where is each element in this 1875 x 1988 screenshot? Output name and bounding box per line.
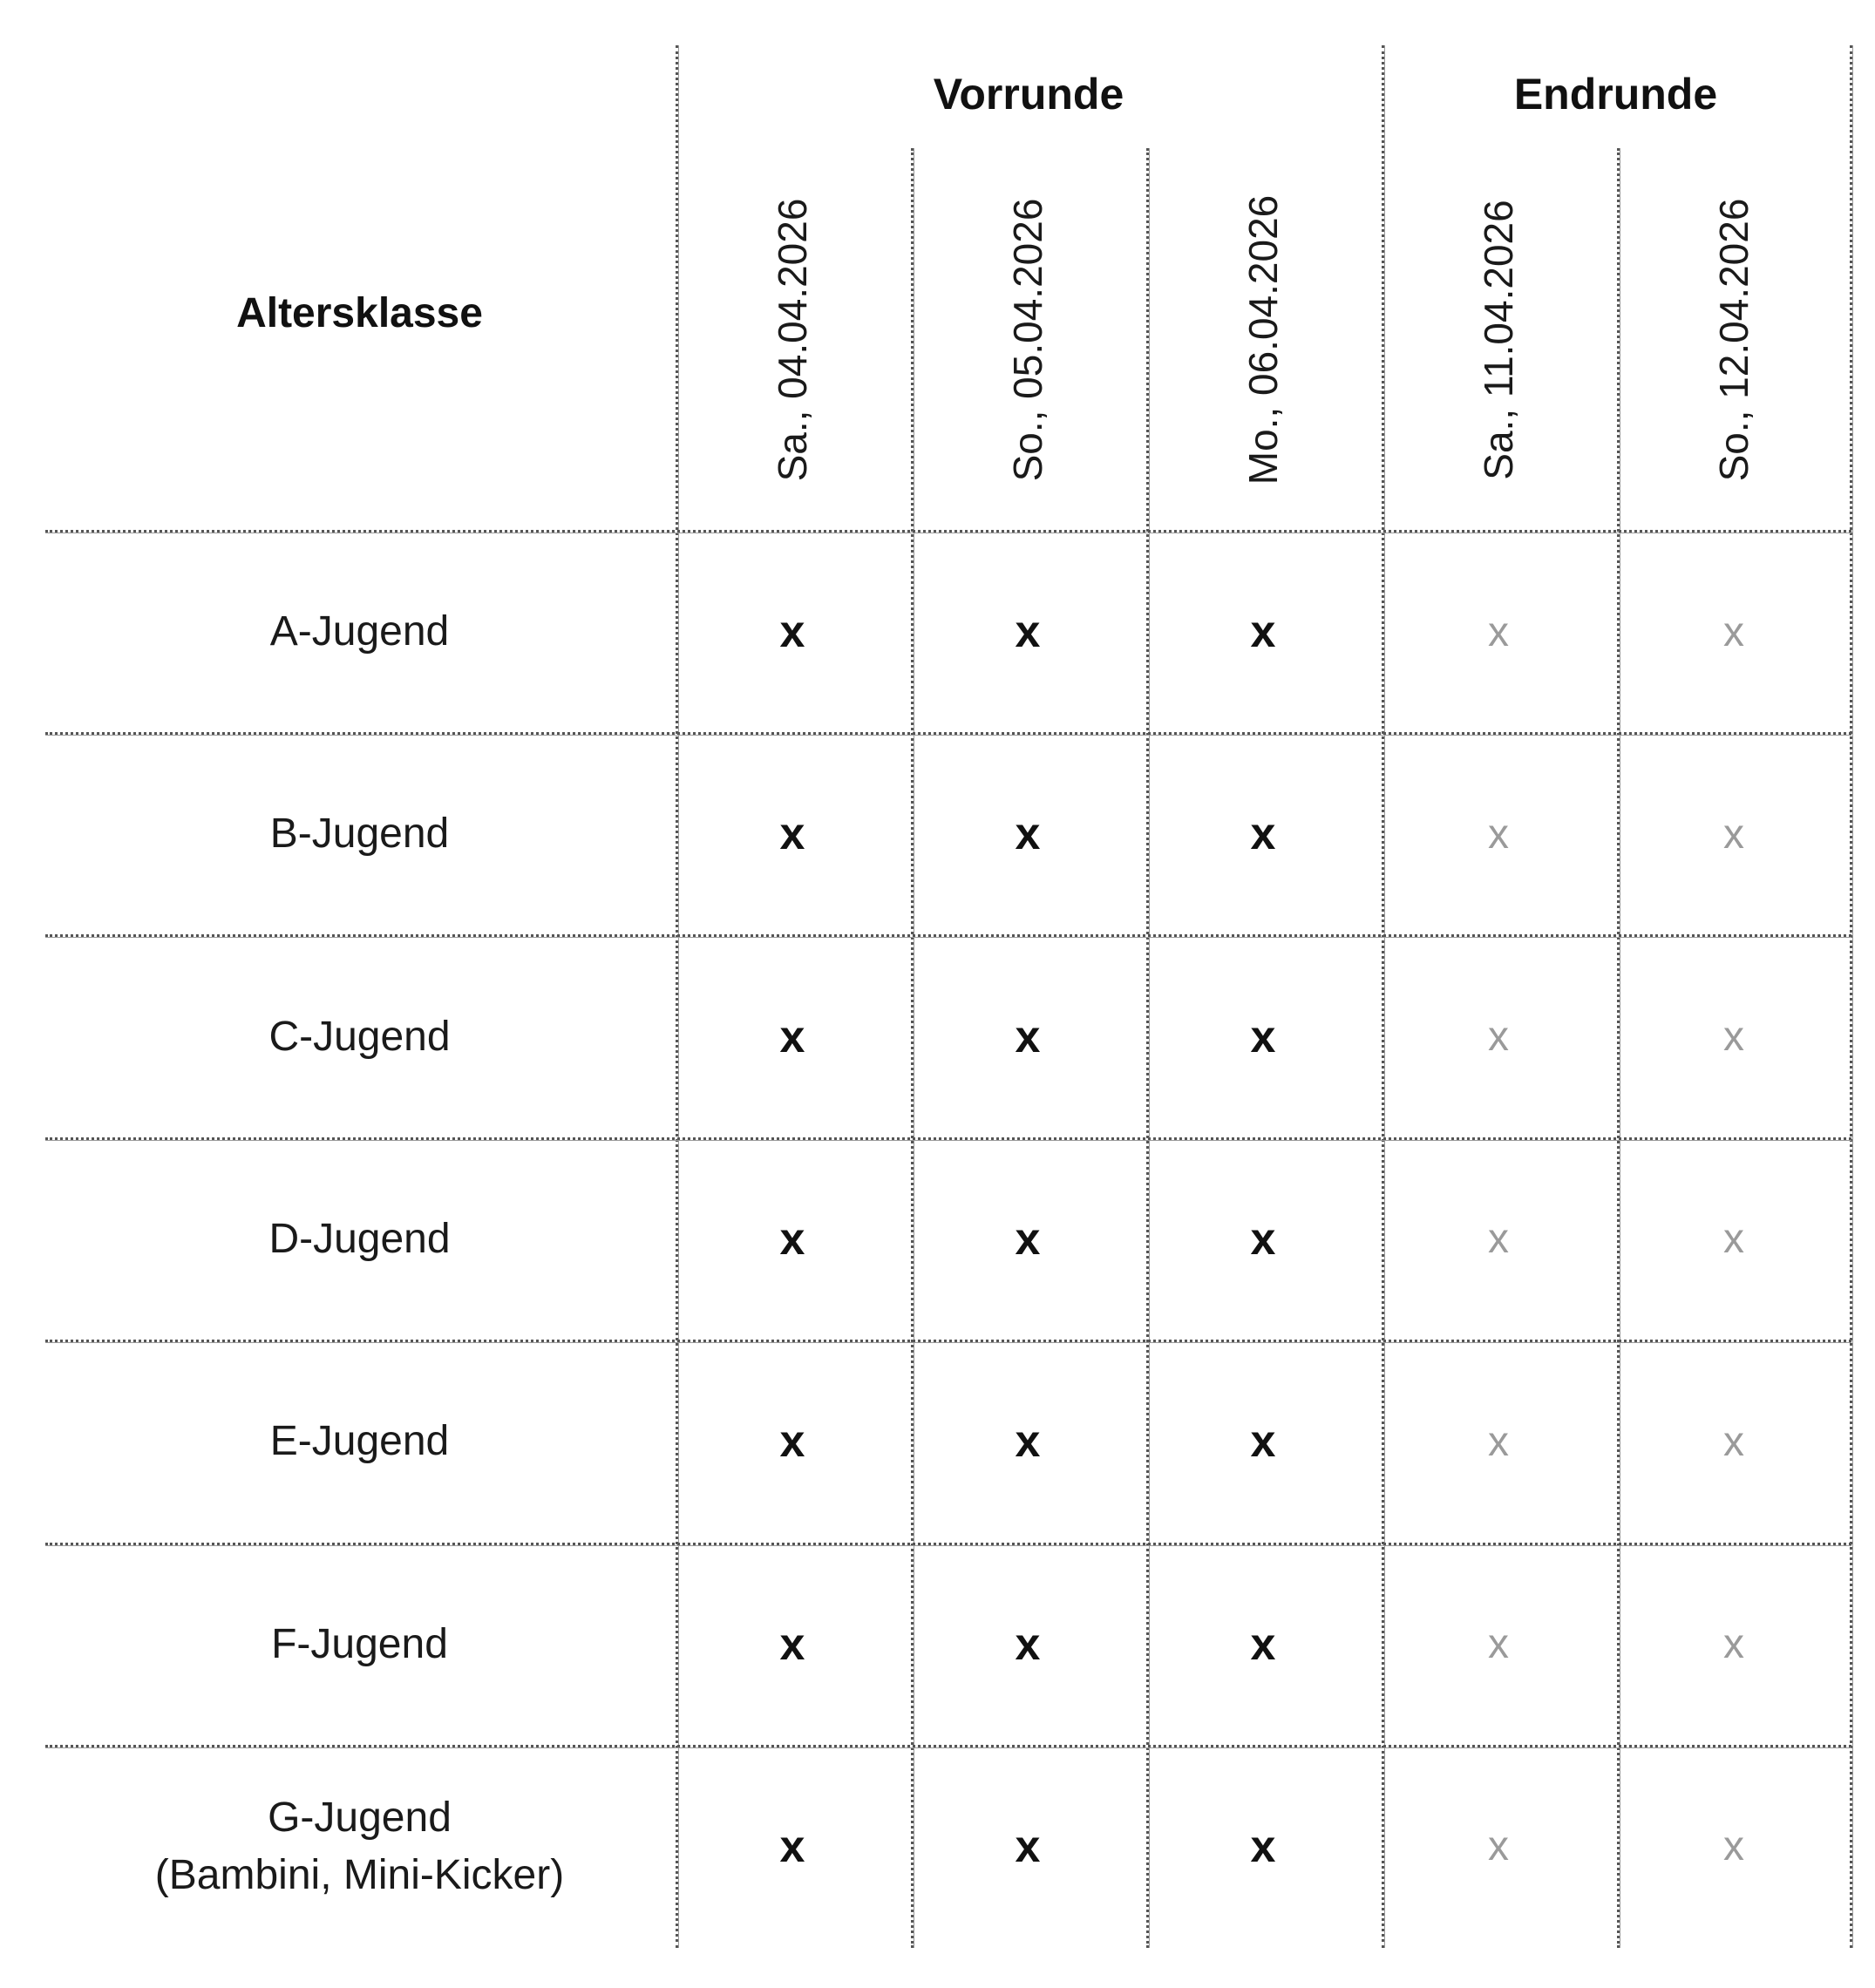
schedule-mark-cell [911, 1340, 1145, 1543]
table-row [0, 936, 1875, 1138]
date-header-5 [1617, 148, 1851, 532]
schedule-mark-cell [1382, 1138, 1615, 1340]
grid-vertical-6 [1850, 45, 1852, 1948]
age-class-label [44, 1138, 676, 1340]
cross-mark: x [1250, 1011, 1276, 1062]
cross-mark: x [1488, 1014, 1509, 1061]
age-class-name: E-Jugend [269, 1418, 450, 1465]
cross-mark: x [1250, 809, 1276, 860]
age-class-label [44, 531, 676, 733]
grid-horizontal-5 [45, 1340, 1851, 1342]
grid-vertical-3 [1146, 148, 1149, 1948]
cross-mark: x [1015, 809, 1041, 860]
grid-horizontal-2 [45, 732, 1851, 735]
schedule-mark-cell [1617, 1544, 1851, 1746]
schedule-mark-cell [1382, 531, 1615, 733]
schedule-mark-cell [911, 531, 1145, 733]
age-class-name: B-Jugend [269, 811, 450, 858]
table-row [0, 1746, 1875, 1948]
schedule-mark-cell [1146, 733, 1380, 935]
schedule-mark-cell [676, 1746, 909, 1948]
date-header-1 [676, 148, 909, 532]
cross-mark: x [779, 1618, 805, 1670]
cross-mark: x [1488, 1216, 1509, 1263]
age-class-label [44, 1340, 676, 1543]
table-row [0, 531, 1875, 733]
schedule-mark-cell [1382, 1544, 1615, 1746]
cross-mark: x [1723, 1014, 1744, 1061]
date-header-3 [1146, 148, 1380, 532]
date-label: Sa., 04.04.2026 [770, 198, 815, 482]
schedule-mark-cell [1617, 1340, 1851, 1543]
schedule-mark-cell [676, 733, 909, 935]
cross-mark: x [1250, 1416, 1276, 1468]
grid-horizontal-3 [45, 934, 1851, 937]
date-header-4 [1382, 148, 1615, 532]
age-class-name: F-Jugend [271, 1620, 448, 1667]
table-row [0, 1544, 1875, 1746]
schedule-mark-cell [1146, 1544, 1380, 1746]
schedule-mark-cell [1146, 1138, 1380, 1340]
cross-mark: x [779, 607, 805, 657]
group-title-vorrunde: Vorrunde [933, 70, 1124, 119]
schedule-mark-cell [1146, 1340, 1380, 1543]
table-row [0, 1138, 1875, 1340]
schedule-mark-cell [1617, 733, 1851, 935]
table-row [0, 1340, 1875, 1543]
schedule-mark-cell [1617, 1746, 1851, 1948]
schedule-mark-cell [911, 733, 1145, 935]
cross-mark: x [1488, 608, 1509, 655]
cross-mark: x [1723, 1823, 1744, 1870]
cross-mark: x [1488, 1418, 1509, 1465]
column-title-altersklasse: Altersklasse [236, 290, 483, 336]
schedule-mark-cell [911, 1544, 1145, 1746]
schedule-mark-cell [676, 1340, 909, 1543]
schedule-mark-cell [676, 1138, 909, 1340]
schedule-mark-cell [911, 936, 1145, 1138]
age-class-name: G-Jugend [268, 1794, 452, 1841]
schedule-mark-cell [911, 1138, 1145, 1340]
table-row [0, 733, 1875, 935]
age-class-label [44, 936, 676, 1138]
cross-mark: x [1015, 1011, 1041, 1062]
cross-mark: x [779, 1416, 805, 1468]
date-label: Mo., 06.04.2026 [1240, 194, 1286, 485]
cross-mark: x [1488, 811, 1509, 858]
grid-vertical-5 [1617, 148, 1620, 1948]
cross-mark: x [779, 1011, 805, 1062]
age-class-name: D-Jugend [268, 1215, 451, 1262]
cross-mark: x [1723, 608, 1744, 655]
cross-mark: x [1015, 1416, 1041, 1468]
cross-mark: x [1015, 1213, 1041, 1265]
cross-mark: x [1488, 1823, 1509, 1870]
schedule-mark-cell [1382, 936, 1615, 1138]
grid-horizontal-6 [45, 1543, 1851, 1545]
cross-mark: x [779, 809, 805, 860]
grid-vertical-2 [911, 148, 914, 1948]
age-class-label [44, 733, 676, 935]
schedule-mark-cell [1382, 1746, 1615, 1948]
age-class-name: C-Jugend [268, 1013, 451, 1060]
cross-mark: x [779, 1821, 805, 1872]
schedule-mark-cell [676, 531, 909, 733]
schedule-mark-cell [1382, 1340, 1615, 1543]
age-class-label [44, 1544, 676, 1746]
schedule-mark-cell [911, 1746, 1145, 1948]
age-class-sublabel: (Bambini, Mini-Kicker) [154, 1851, 565, 1898]
grid-vertical-4 [1382, 45, 1384, 1948]
schedule-mark-cell [1617, 936, 1851, 1138]
date-label: So., 05.04.2026 [1005, 198, 1050, 482]
grid-vertical-1 [676, 45, 678, 1948]
grid-horizontal-4 [45, 1137, 1851, 1140]
schedule-mark-cell [1146, 1746, 1380, 1948]
date-label: Sa., 11.04.2026 [1476, 200, 1521, 480]
age-class-name: A-Jugend [269, 608, 450, 655]
cross-mark: x [1488, 1621, 1509, 1667]
schedule-mark-cell [1146, 531, 1380, 733]
cross-mark: x [1723, 1418, 1744, 1465]
schedule-mark-cell [1617, 531, 1851, 733]
cross-mark: x [1250, 607, 1276, 657]
grid-horizontal-1 [45, 530, 1851, 533]
grid-horizontal-7 [45, 1745, 1851, 1747]
schedule-mark-cell [1146, 936, 1380, 1138]
cross-mark: x [1250, 1213, 1276, 1265]
cross-mark: x [1723, 1216, 1744, 1263]
date-label: So., 12.04.2026 [1711, 198, 1756, 482]
age-class-label [44, 1746, 676, 1948]
date-header-2 [911, 148, 1145, 532]
cross-mark: x [1723, 1621, 1744, 1667]
cross-mark: x [1015, 1618, 1041, 1670]
schedule-mark-cell [676, 936, 909, 1138]
schedule-mark-cell [676, 1544, 909, 1746]
schedule-mark-cell [1617, 1138, 1851, 1340]
cross-mark: x [1015, 607, 1041, 657]
cross-mark: x [1250, 1821, 1276, 1872]
group-title-endrunde: Endrunde [1513, 70, 1718, 119]
schedule-mark-cell [1382, 733, 1615, 935]
cross-mark: x [779, 1213, 805, 1265]
cross-mark: x [1015, 1821, 1041, 1872]
cross-mark: x [1723, 811, 1744, 858]
cross-mark: x [1250, 1618, 1276, 1670]
